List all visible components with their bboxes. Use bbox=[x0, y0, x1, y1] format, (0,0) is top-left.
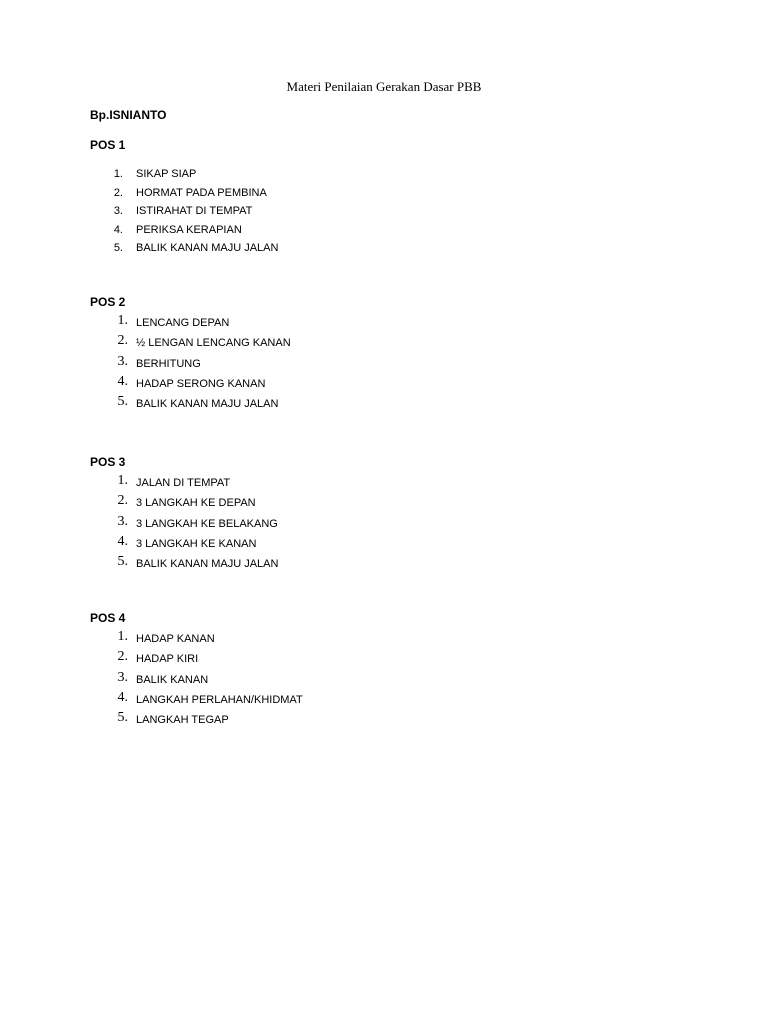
list-item bbox=[0, 670, 768, 690]
list-item bbox=[0, 203, 768, 222]
list-item-number: 3. bbox=[113, 205, 123, 217]
list-item bbox=[0, 374, 768, 394]
list-item-text: JALAN DI TEMPAT bbox=[136, 477, 231, 489]
list-item bbox=[0, 354, 768, 374]
list-item-text: HADAP SERONG KANAN bbox=[136, 377, 266, 390]
list-item bbox=[0, 493, 768, 513]
list-item-text: BALIK KANAN MAJU JALAN bbox=[136, 398, 279, 411]
list-item bbox=[0, 473, 768, 493]
list-item-text: LANGKAH TEGAP bbox=[136, 714, 229, 727]
list-item bbox=[0, 240, 768, 259]
list-item bbox=[0, 222, 768, 241]
list-item-text: 3 LANGKAH KE BELAKANG bbox=[136, 517, 278, 530]
list-item-number: 5. bbox=[117, 394, 128, 410]
section-heading-pos-1: POS 1 bbox=[90, 138, 126, 152]
list-item-text: HORMAT PADA PEMBINA bbox=[136, 186, 267, 199]
document-title: Materi Penilaian Gerakan Dasar PBB bbox=[286, 79, 482, 94]
list-item-text: 3 LANGKAH KE KANAN bbox=[136, 537, 257, 550]
list-item bbox=[0, 333, 768, 353]
list-item-number: 5. bbox=[117, 554, 128, 570]
list-item bbox=[0, 649, 768, 669]
list-item-number: 1. bbox=[113, 168, 123, 180]
list-item bbox=[0, 185, 768, 204]
list-item-text: BALIK KANAN MAJU JALAN bbox=[136, 242, 279, 254]
list-item-text: SIKAP SIAP bbox=[136, 168, 197, 180]
list-item-text: ISTIRAHAT DI TEMPAT bbox=[136, 205, 253, 217]
list-item-number: 4. bbox=[117, 533, 128, 549]
list-item-number: 2. bbox=[113, 186, 123, 199]
list-item bbox=[0, 629, 768, 649]
list-item-number: 3. bbox=[117, 669, 128, 685]
list-item-number: 2. bbox=[117, 333, 128, 349]
list-item-number: 4. bbox=[117, 689, 128, 705]
list-item-text: PERIKSA KERAPIAN bbox=[136, 223, 242, 236]
section-heading-pos-2: POS 2 bbox=[90, 295, 126, 309]
list-item-text: 3 LANGKAH KE DEPAN bbox=[136, 497, 256, 510]
list-item bbox=[0, 166, 768, 185]
list-item-number: 3. bbox=[117, 353, 128, 369]
list-item-text: BERHITUNG bbox=[136, 357, 201, 370]
list-item-number: 2. bbox=[117, 649, 128, 665]
section-list-pos-1 bbox=[0, 166, 768, 259]
list-item bbox=[0, 514, 768, 534]
list-item bbox=[0, 690, 768, 710]
list-item-text: LANGKAH PERLAHAN/KHIDMAT bbox=[136, 693, 303, 706]
list-item bbox=[0, 554, 768, 574]
section-heading-pos-4: POS 4 bbox=[90, 611, 126, 625]
list-item-number: 2. bbox=[117, 493, 128, 509]
list-item-number: 4. bbox=[117, 373, 128, 389]
list-item-number: 1. bbox=[117, 473, 128, 488]
list-item bbox=[0, 313, 768, 333]
section-heading-pos-3: POS 3 bbox=[90, 455, 126, 469]
list-item-text: LENCANG DEPAN bbox=[136, 317, 230, 329]
list-item-number: 1. bbox=[117, 629, 128, 644]
list-item-text: ½ LENGAN LENCANG KANAN bbox=[136, 337, 291, 350]
list-item-text: HADAP KIRI bbox=[136, 653, 199, 666]
list-item-number: 3. bbox=[117, 513, 128, 529]
list-item-text: BALIK KANAN MAJU JALAN bbox=[136, 558, 279, 571]
section-list-pos-4 bbox=[0, 629, 768, 730]
section-list-pos-2 bbox=[0, 313, 768, 414]
list-item bbox=[0, 534, 768, 554]
list-item-number: 1. bbox=[117, 313, 128, 328]
list-item-number: 5. bbox=[113, 242, 123, 254]
list-item-text: BALIK KANAN bbox=[136, 673, 209, 686]
list-item-number: 5. bbox=[117, 710, 128, 726]
list-item-text: HADAP KANAN bbox=[136, 633, 215, 645]
author-name: Bp.ISNIANTO bbox=[90, 108, 167, 122]
section-list-pos-3 bbox=[0, 473, 768, 574]
list-item-number: 4. bbox=[113, 223, 123, 236]
list-item bbox=[0, 394, 768, 414]
list-item bbox=[0, 710, 768, 730]
